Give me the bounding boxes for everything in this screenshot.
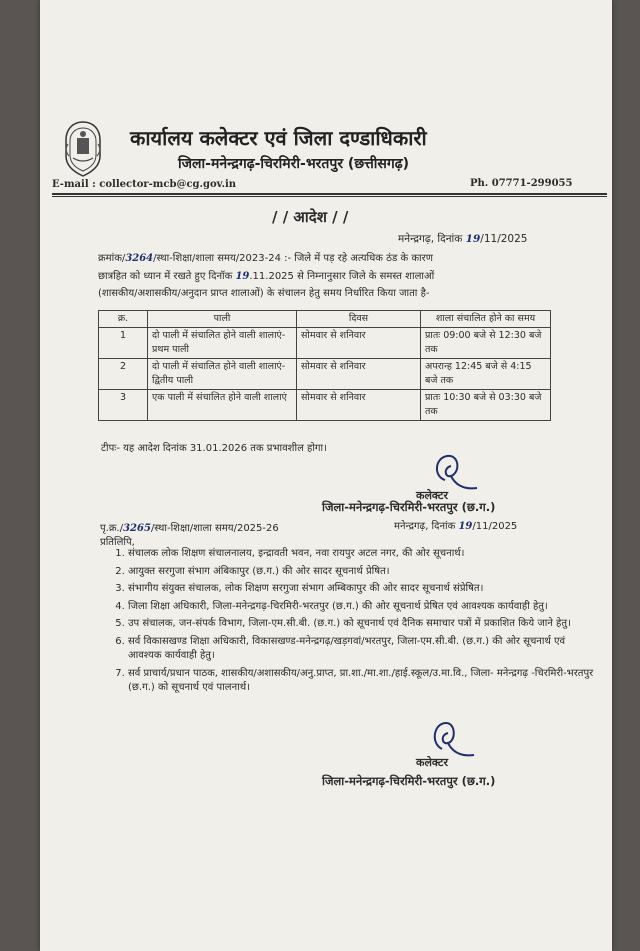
list-item: 6. सर्व विकासखण्ड शिक्षा अधिकारी, विकासखण्ड-मनेन्द्रगढ़/खड़गवां/भरतपुर, जिला-एम.सी.बी. (छ.ग.) की ओर सूचनार्थ एवं आवश्यक कार्यवाही हेतु। <box>128 635 598 664</box>
endorsement-reference: पृ.क्र./3265/स्था-शिक्षा/शाला समय/2025-26 <box>100 523 279 534</box>
handwritten-ref-number-2: 3265 <box>123 523 151 534</box>
table-row: 3 एक पाली में संचालित होने वाली शालाएं सोमवार से शनिवार प्रातः 10:30 बजे से 03:30 बजे तक <box>99 390 551 421</box>
list-item: 1. संचालक लोक शिक्षण संचालनालय, इन्द्रावती भवन, नवा रायपुर अटल नगर, की ओर सूचनार्थ। <box>128 547 598 562</box>
table-header-row <box>99 311 551 328</box>
signatory-office-1: जिला-मनेन्द्रगढ़-चिरमिरी-भरतपुर (छ.ग.) <box>322 500 496 514</box>
table-row: 1 दो पाली में संचालित होने वाली शालाएं-प्रथम पाली सोमवार से शनिवार प्रातः 09:00 बजे से 12:30 बजे तक <box>99 328 551 359</box>
email-text: E-mail : collector-mcb@cg.gov.in <box>52 179 237 190</box>
recipient-list <box>100 547 598 699</box>
signatory-designation-1: कलेक्टर <box>416 489 448 502</box>
endorsement-date: मनेन्द्रगढ़, दिनांक 19/11/2025 <box>394 521 518 532</box>
list-item: 2. आयुक्त सरगुजा संभाग अंबिकापुर (छ.ग.) की ओर सादर सूचनार्थ प्रेषित। <box>128 565 598 580</box>
schedule-table <box>98 310 551 421</box>
order-paragraph: क्रमांक/3264/स्था-शिक्षा/शाला समय/2023-24 :- जिले में पड़ रहे अत्यधिक ठंड के कारण छात्रहित को ध्यान में रखते हुए दिनॉक 19.11.2025 से निम्नानुसार जिले के समस्त शालाओं (शासकीय/अशासकीय/अनुदान प्राप्त शालाओं) के संचालन हेतु समय निर्धारित किया जाता है- <box>98 253 435 299</box>
header-shift: पाली <box>148 311 297 328</box>
signatory-designation-2: कलेक्टर <box>416 756 448 769</box>
validity-note: टीपः- यह आदेश दिनांक 31.01.2026 तक प्रभावशील होगा। <box>101 443 327 454</box>
header-days: दिवस <box>297 311 421 328</box>
phone-text: Ph. 07771-299055 <box>470 178 573 189</box>
header-divider <box>52 193 607 195</box>
handwritten-ref-number: 3264 <box>125 253 154 264</box>
list-item: 7. सर्व प्राचार्य/प्रधान पाठक, शासकीय/अशासकीय/अनु.प्राप्त, प्रा.शा./मा.शा./हाई.स्कूल/उ.मा.वि., जिला- मनेन्द्रगढ़ -चिरमिरी-भरतपुर (छ.ग.) को सूचनार्थ एवं पालनार्थ। <box>128 667 598 696</box>
header-serial: क्र. <box>99 311 148 328</box>
list-item: 5. उप संचालक, जन-संपर्क विभाग, जिला-एम.सी.बी. (छ.ग.) को सूचनार्थ एवं दैनिक समाचार पत्रों में प्रकाशित किये जाने हेतु। <box>128 617 598 632</box>
state-emblem-icon <box>60 120 106 178</box>
copy-label: प्रतिलिपि, <box>100 537 135 548</box>
list-item: 3. संभागीय संयुक्त संचालक, लोक शिक्षण सरगुजा संभाग अम्बिकापुर की ओर सादर सूचनार्थ संप्रेषित। <box>128 582 598 597</box>
signatory-office-2: जिला-मनेन्द्रगढ़-चिरमिरी-भरतपुर (छ.ग.) <box>322 774 496 788</box>
table-row: 2 दो पाली में संचालित होने वाली शालाएं-द्वितीय पाली सोमवार से शनिवार अपरान्ह 12:45 बजे से 4:15 बजे तक <box>99 359 551 390</box>
office-title: कार्यालय कलेक्टर एवं जिला दण्डाधिकारी <box>130 126 427 150</box>
handwritten-day: 19 <box>465 233 481 245</box>
order-date: मनेन्द्रगढ़, दिनांक 19/11/2025 <box>398 233 528 245</box>
order-heading: / / आदेश / / <box>272 208 349 226</box>
list-item: 4. जिला शिक्षा अधिकारी, जिला-मनेन्द्रगढ़-चिरमिरी-भरतपुर (छ.ग.) की ओर सूचनार्थ प्रेषित एवं आवश्यक कार्यवाही हेतु। <box>128 600 598 615</box>
header-divider-thin <box>52 196 607 197</box>
header-timing: शाला संचालित होने का समय <box>421 311 551 328</box>
office-subtitle: जिला-मनेन्द्रगढ़-चिरमिरी-भरतपुर (छत्तीसगढ़) <box>178 156 410 172</box>
